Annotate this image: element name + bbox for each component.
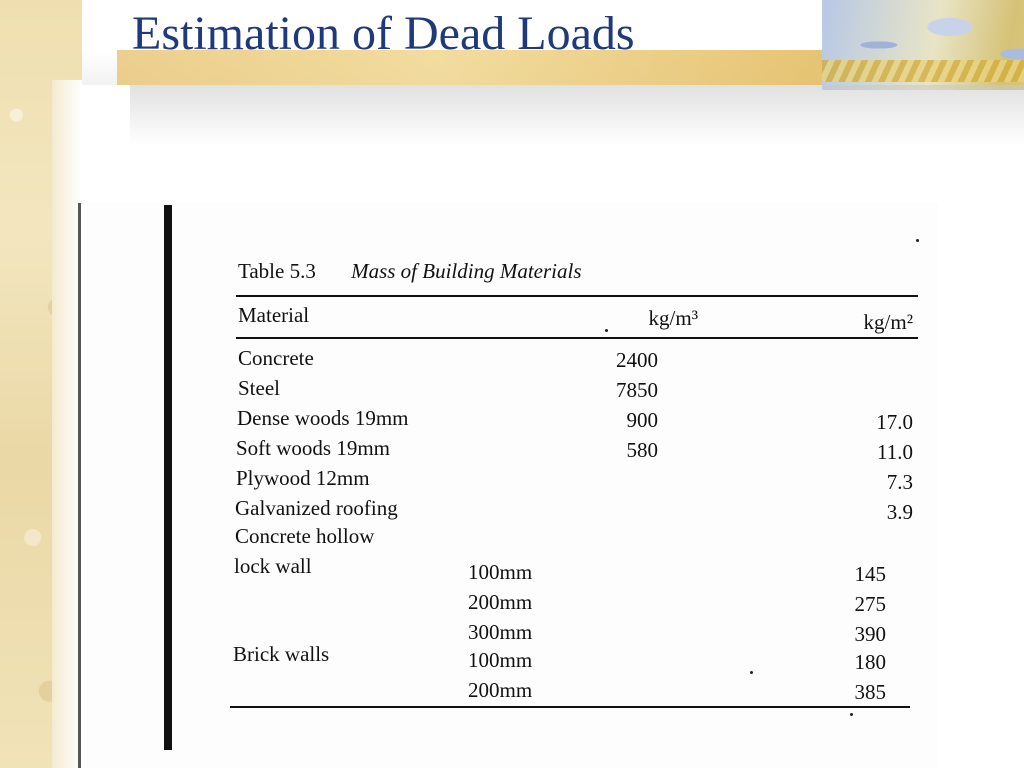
row-material: Soft woods 19mm [236, 436, 391, 460]
row-kgm2: 145 [854, 562, 886, 586]
scan-speck [605, 329, 608, 332]
row-material: Plywood 12mm [236, 466, 370, 490]
row-kgm2: 17.0 [876, 410, 913, 434]
row-kgm2: 11.0 [877, 440, 913, 464]
row-size: 100mm [468, 560, 533, 584]
row-size: 100mm [468, 648, 533, 672]
row-kgm2: 275 [854, 592, 886, 616]
row-kgm3: 900 [626, 408, 658, 432]
wheat-decoration-image [822, 0, 1024, 90]
row-kgm2: 390 [854, 622, 886, 646]
row-size: 200mm [468, 590, 533, 614]
row-material: Brick walls [233, 642, 330, 666]
slide-title: Estimation of Dead Loads [132, 7, 635, 60]
scanned-table-image [78, 203, 938, 768]
banner-shadow [130, 85, 1024, 145]
row-kgm2: 3.9 [886, 500, 913, 524]
row-material: lock wall [234, 554, 312, 578]
row-kgm3: 7850 [616, 378, 658, 402]
scan-left-edge [78, 203, 81, 768]
left-decorative-strip [0, 0, 82, 768]
table-bottom-rule [230, 706, 910, 708]
row-size: 300mm [468, 620, 533, 644]
header-kgm2: kg/m² [863, 310, 913, 334]
table-caption-number: Table 5.3 [238, 259, 316, 283]
row-material: Dense woods 19mm [237, 406, 409, 430]
row-material: Concrete [238, 346, 314, 370]
scan-speck [850, 713, 853, 716]
scan-speck [750, 671, 753, 674]
table-top-rule [236, 295, 918, 297]
row-material: Galvanized roofing [235, 496, 398, 520]
header-kgm3: kg/m³ [648, 306, 698, 330]
row-kgm2: 385 [854, 680, 886, 704]
header-material: Material [238, 303, 310, 327]
row-kgm3: 580 [626, 438, 658, 462]
row-material: Concrete hollow [235, 524, 375, 548]
row-size: 200mm [468, 678, 533, 702]
row-kgm3: 2400 [616, 348, 658, 372]
table-header-rule [236, 337, 918, 339]
table-caption [238, 259, 582, 284]
scan-speck [916, 239, 919, 242]
scan-book-spine [164, 205, 172, 750]
row-kgm2: 180 [854, 650, 886, 674]
table-caption-name: Mass of Building Materials [351, 259, 582, 283]
row-kgm2: 7.3 [886, 470, 913, 494]
row-material: Steel [238, 376, 280, 400]
